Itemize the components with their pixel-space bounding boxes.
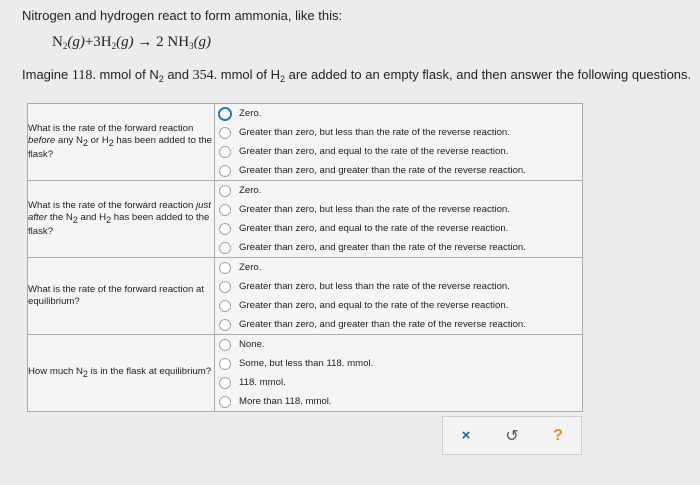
radio-button[interactable]	[219, 319, 231, 331]
answer-options	[215, 104, 583, 181]
option-label: Greater than zero, but less than the rate of the reverse reaction.	[239, 204, 510, 215]
answer-option[interactable]	[215, 315, 582, 334]
radio-button[interactable]	[218, 107, 232, 121]
option-label: More than 118. mmol.	[239, 396, 332, 407]
answer-option[interactable]	[215, 181, 582, 200]
radio-button[interactable]	[219, 242, 231, 254]
question-table	[27, 103, 583, 412]
option-label: Greater than zero, but less than the rate of the reverse reaction.	[239, 127, 510, 138]
option-label: 118. mmol.	[239, 377, 286, 388]
answer-option[interactable]	[215, 123, 582, 142]
radio-button[interactable]	[219, 204, 231, 216]
option-label: Zero.	[239, 262, 262, 273]
help-button[interactable]	[543, 427, 573, 445]
option-label: Greater than zero, but less than the rate of the reverse reaction.	[239, 281, 510, 292]
question-row	[28, 258, 583, 335]
radio-button[interactable]	[219, 127, 231, 139]
question-text: How much N2 is in the flask at equilibrium?	[28, 335, 215, 412]
reaction-equation: $N_2(g)+3H_2(g) \to 2$ $NH_3(g)$	[52, 34, 212, 51]
option-label: Greater than zero, and equal to the rate of the reverse reaction.	[239, 146, 509, 157]
question-text: What is the rate of the forward reaction at equilibrium?	[28, 258, 215, 335]
radio-button[interactable]	[219, 165, 231, 177]
answer-option[interactable]	[215, 200, 582, 219]
option-label: Zero.	[239, 108, 262, 119]
action-bar	[442, 416, 582, 455]
radio-button[interactable]	[219, 185, 231, 197]
radio-button[interactable]	[219, 281, 231, 293]
answer-option[interactable]	[215, 373, 582, 392]
question-row	[28, 104, 583, 181]
answer-option[interactable]	[215, 142, 582, 161]
answer-option[interactable]	[215, 277, 582, 296]
answer-option[interactable]	[215, 392, 582, 411]
answer-option[interactable]	[215, 296, 582, 315]
answer-option[interactable]	[215, 104, 582, 123]
option-label: None.	[239, 339, 265, 350]
radio-button[interactable]	[219, 146, 231, 158]
help-icon: ?	[553, 426, 563, 444]
radio-button[interactable]	[219, 300, 231, 312]
answer-options	[215, 258, 583, 335]
radio-button[interactable]	[219, 339, 231, 351]
option-label: Greater than zero, and greater than the rate of the reverse reaction.	[239, 165, 526, 176]
radio-button[interactable]	[219, 396, 231, 408]
question-row	[28, 181, 583, 258]
radio-button[interactable]	[219, 358, 231, 370]
radio-button[interactable]	[219, 262, 231, 274]
option-label: Some, but less than 118. mmol.	[239, 358, 374, 369]
answer-options	[215, 335, 583, 412]
answer-option[interactable]	[215, 238, 582, 257]
answer-options	[215, 181, 583, 258]
answer-option[interactable]	[215, 258, 582, 277]
clear-button[interactable]	[451, 427, 481, 444]
option-label: Greater than zero, and greater than the rate of the reverse reaction.	[239, 242, 526, 253]
answer-option[interactable]	[215, 161, 582, 180]
undo-button[interactable]	[497, 426, 527, 446]
option-label: Greater than zero, and greater than the rate of the reverse reaction.	[239, 319, 526, 330]
undo-icon: ↺	[505, 427, 519, 445]
problem-statement: Imagine 118. mmol of $N_2$ and 354. mmol of $H_2$ are added to an empty flask, and then answer the following questions.	[22, 67, 692, 84]
question-text: What is the rate of the forward reaction just after the N2 and H2 has been added to the flask?	[28, 181, 215, 258]
option-label: Greater than zero, and equal to the rate of the reverse reaction.	[239, 300, 509, 311]
radio-button[interactable]	[219, 377, 231, 389]
x-icon: ×	[461, 427, 471, 444]
intro-text: Nitrogen and hydrogen react to form ammonia, like this:	[22, 8, 343, 23]
answer-option[interactable]	[215, 219, 582, 238]
question-text: What is the rate of the forward reaction before any N2 or H2 has been added to the flask?	[28, 104, 215, 181]
answer-option[interactable]	[215, 354, 582, 373]
radio-button[interactable]	[219, 223, 231, 235]
option-label: Zero.	[239, 185, 262, 196]
answer-option[interactable]	[215, 335, 582, 354]
question-row	[28, 335, 583, 412]
option-label: Greater than zero, and equal to the rate of the reverse reaction.	[239, 223, 509, 234]
